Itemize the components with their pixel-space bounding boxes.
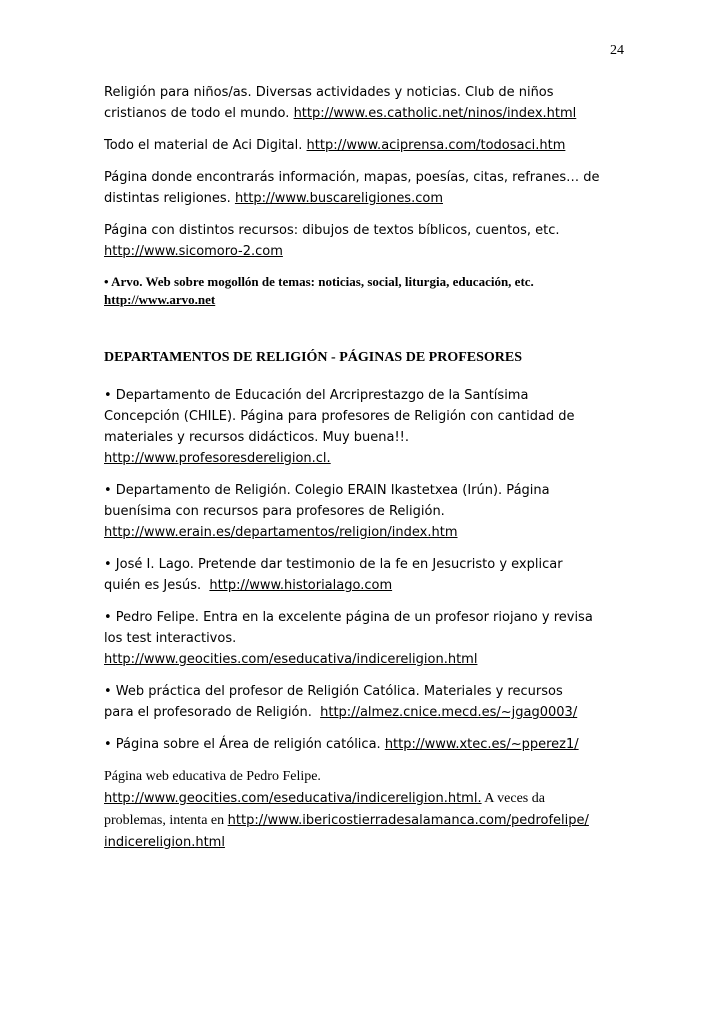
- link-catholic-ninos[interactable]: http://www.es.catholic.net/ninos/index.html: [293, 106, 577, 121]
- text-line: quién es Jesús.: [104, 578, 210, 593]
- text-line: Página web educativa de Pedro Felipe.: [104, 769, 321, 784]
- text-line: Todo el material de Aci Digital.: [104, 138, 307, 153]
- text-line: cristianos de todo el mundo.: [104, 106, 294, 121]
- text-line: • Departamento de Educación del Arcriprestazgo de la Santísima: [104, 388, 529, 403]
- paragraph-catholic-ninos: [104, 82, 630, 124]
- text-line: • Página sobre el Área de religión católica.: [104, 737, 385, 752]
- text-line: • Arvo. Web sobre mogollón de temas: noticias, social, liturgia, educación, etc.: [104, 274, 534, 289]
- document-body: [104, 82, 630, 853]
- text-line-wrap: [104, 831, 630, 853]
- link-geocities[interactable]: http://www.geocities.com/eseducativa/indicereligion.html: [104, 652, 478, 667]
- text-line: • Departamento de Religión. Colegio ERAIN Ikastetxea (Irún). Página: [104, 483, 550, 498]
- text-line: • Pedro Felipe. Entra en la excelente página de un profesor riojano y revisa: [104, 610, 593, 625]
- link-profesoresdereligion[interactable]: http://www.profesoresdereligion.cl.: [104, 451, 331, 466]
- text-line: Página donde encontrarás información, mapas, poesías, citas, refranes… de: [104, 170, 600, 185]
- paragraph-final: [104, 766, 630, 853]
- link-ibericos[interactable]: http://www.ibericostierradesalamanca.com/pedrofelipe/: [227, 813, 589, 828]
- link-geocities-final[interactable]: http://www.geocities.com/eseducativa/indicereligion.html.: [104, 791, 482, 806]
- paragraph-pedro-felipe: [104, 607, 630, 670]
- link-aciprensa[interactable]: http://www.aciprensa.com/todosaci.htm: [306, 138, 566, 153]
- text-line: distintas religiones.: [104, 191, 235, 206]
- paragraph-web-practica: [104, 681, 630, 723]
- paragraph-sicomoro: [104, 220, 630, 262]
- link-arvo[interactable]: http://www.arvo.net: [104, 292, 216, 307]
- paragraph-dept-chile: [104, 385, 630, 469]
- text-line: buenísima con recursos para profesores de Religión.: [104, 504, 445, 519]
- paragraph-buscareligiones: [104, 167, 630, 209]
- link-xtec[interactable]: http://www.xtec.es/~pperez1/: [384, 737, 579, 752]
- paragraph-aciprensa: [104, 135, 630, 156]
- text-line: • José I. Lago. Pretende dar testimonio de la fe en Jesucristo y explicar: [104, 557, 563, 572]
- text-line: Concepción (CHILE). Página para profesores de Religión con cantidad de: [104, 409, 575, 424]
- text-line: para el profesorado de Religión.: [104, 705, 321, 720]
- text-fragment: problemas, intenta en: [104, 813, 228, 828]
- text-line-wrap: [104, 809, 630, 831]
- link-erain[interactable]: http://www.erain.es/departamentos/religion/index.htm: [104, 525, 458, 540]
- text-line: materiales y recursos didácticos. Muy buena!!.: [104, 430, 410, 445]
- paragraph-jose-lago: [104, 554, 630, 596]
- section-heading: DEPARTAMENTOS DE RELIGIÓN - PÁGINAS DE PROFESORES: [104, 350, 523, 365]
- paragraph-arvo: [104, 273, 630, 309]
- text-line: • Web práctica del profesor de Religión Católica. Materiales y recursos: [104, 684, 563, 699]
- text-line: los test interactivos.: [104, 631, 237, 646]
- text-line: Religión para niños/as. Diversas actividades y noticias. Club de niños: [104, 85, 554, 100]
- text-fragment: A veces da: [481, 791, 545, 806]
- link-buscareligiones[interactable]: http://www.buscareligiones.com: [234, 191, 443, 206]
- link-historialago[interactable]: http://www.historialago.com: [209, 578, 393, 593]
- link-sicomoro[interactable]: http://www.sicomoro-2.com: [104, 244, 283, 259]
- page-number: 24: [610, 43, 624, 58]
- link-almez[interactable]: http://almez.cnice.mecd.es/~jgag0003/: [320, 705, 578, 720]
- text-line-wrap: [104, 787, 630, 809]
- text-line: Página con distintos recursos: dibujos de textos bíblicos, cuentos, etc.: [104, 223, 560, 238]
- paragraph-dept-erain: [104, 480, 630, 543]
- paragraph-xtec: [104, 734, 630, 755]
- link-ibericos-cont[interactable]: indicereligion.html: [104, 835, 225, 850]
